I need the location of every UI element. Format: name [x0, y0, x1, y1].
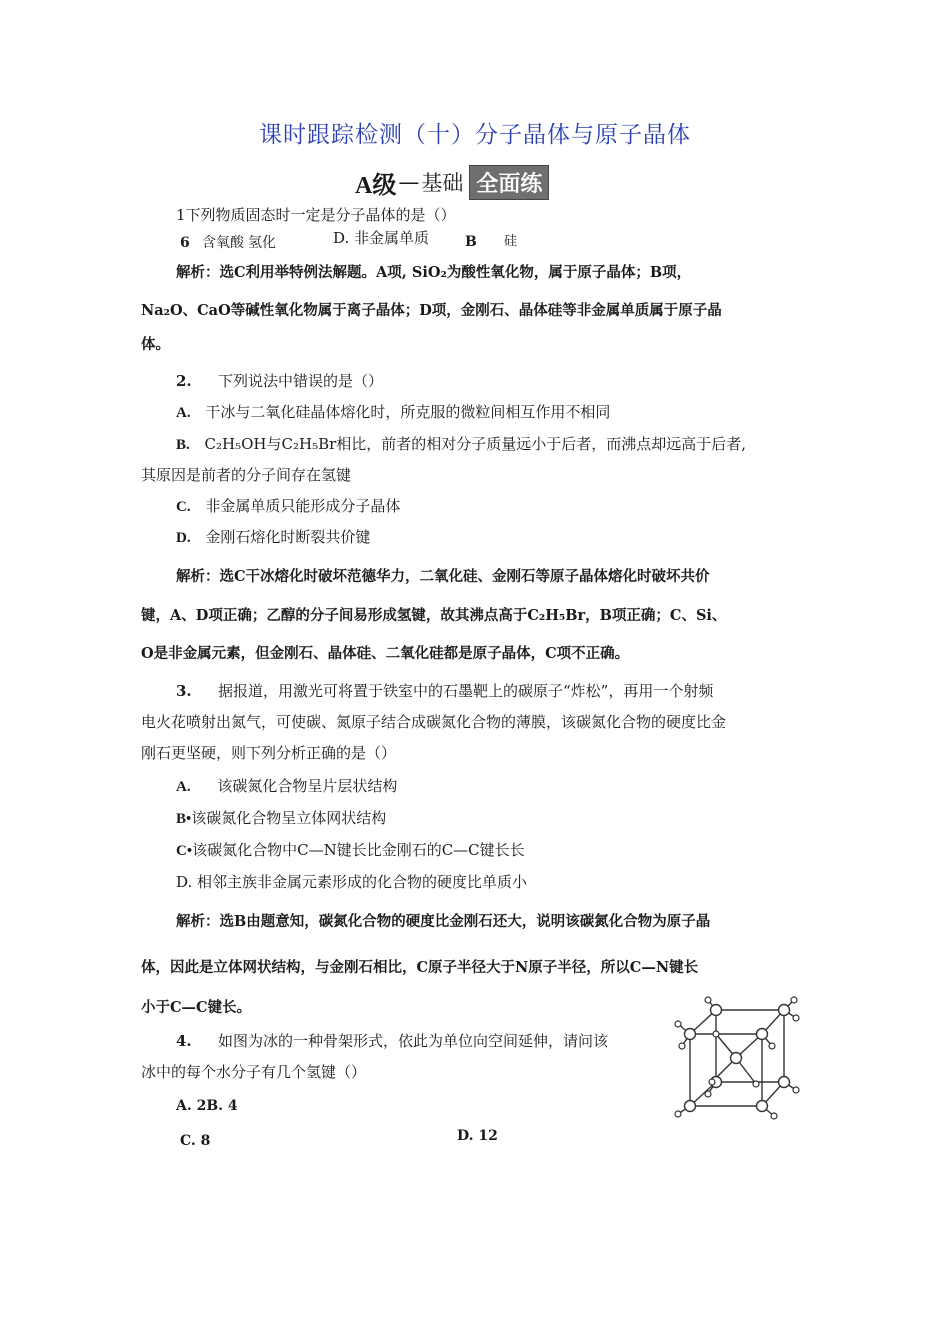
- q2-option-d-text: 金刚石熔化时断裂共价键: [205, 528, 371, 546]
- q3-option-c: [176, 839, 525, 862]
- q3-analysis-line2: 体，因此是立体网状结构，与金刚石相比，C原子半径大于N原子半径，所以C—N键长: [141, 959, 699, 976]
- q2-stem: 下列说法中错误的是（）: [218, 372, 384, 390]
- ice-structure-diagram: [672, 994, 804, 1120]
- q3-number: 3.: [176, 682, 192, 700]
- q3-option-a: [176, 775, 397, 798]
- q3-option-a-label: A.: [176, 779, 191, 795]
- q2-option-a-label: A.: [176, 405, 191, 421]
- page-title: 课时跟踪检测（十）分子晶体与原子晶体: [259, 122, 691, 148]
- q1-option-a: 含氧酸: [202, 235, 244, 251]
- q2-analysis-line1: 解析：选C干冰熔化时破坏范德华力，二氧化硅、金刚石等原子晶体熔化时破坏共价: [176, 568, 710, 585]
- q1-stem: 1下列物质固态时一定是分子晶体的是（）: [176, 206, 456, 224]
- q4-line2: 冰中的每个水分子有几个氢键（）: [141, 1063, 367, 1081]
- q2-option-d-label: D.: [176, 530, 191, 546]
- q3-option-c-text: 该碳氮化合物中C—N键长比金刚石的C—C键长长: [192, 841, 525, 859]
- q1-analysis-line2: Na₂O、CaO等碱性氧化物属于离子晶体；D项，金刚石、晶体硅等非金属单质属于原子晶: [141, 302, 722, 319]
- q4-number: 4.: [176, 1032, 192, 1050]
- q4-line1: 如图为冰的一种骨架形式，依此为单位向空间延伸，请问该: [218, 1032, 609, 1050]
- q1-option-b-label: B: [465, 234, 477, 250]
- q2-analysis-line3: O是非金属元素，但金刚石、晶体硅、二氧化硅都是原子晶体，C项不正确。: [141, 645, 630, 662]
- q1-option-b: 硅: [504, 234, 518, 249]
- q1-analysis-line3: 体。: [141, 336, 170, 353]
- q2-analysis-line2: 键，A、D项正确；乙醇的分子间易形成氢键，故其沸点高于C₂H₅Br，B项正确；C、Si、: [141, 607, 727, 624]
- q3-line2: 电火花喷射出氮气，可使碳、氮原子结合成碳氮化合物的薄膜，该碳氮化合物的硬度比金: [141, 713, 727, 731]
- q2-option-c: [176, 495, 400, 518]
- q3-option-a-text: 该碳氮化合物呈片层状结构: [217, 777, 398, 795]
- q3-option-d: D. 相邻主族非金属元素形成的化合物的硬度比单质小: [176, 873, 528, 891]
- q3-option-b-label: B•: [176, 811, 192, 827]
- q3-analysis-line3: 小于C—C键长。: [141, 999, 252, 1016]
- level-label: 基础: [421, 171, 464, 195]
- q2-option-c-text: 非金属单质只能形成分子晶体: [205, 497, 401, 515]
- q1-option-d: D. 非金属单质: [333, 229, 430, 247]
- level-heading: [355, 162, 549, 202]
- q2-option-b-line2: 其原因是前者的分子间存在氢键: [141, 466, 352, 484]
- level-badge: 全面练: [469, 165, 549, 200]
- q3-line3: 刚石更坚硬，则下列分析正确的是（）: [141, 744, 397, 762]
- q3-option-b: [176, 807, 386, 830]
- q4-options-ab: A. 2B. 4: [176, 1098, 238, 1114]
- q2-option-d: [176, 526, 370, 549]
- q3-analysis-line1: 解析：选B由题意知，碳氮化合物的硬度比金刚石还大，说明该碳氮化合物为原子晶: [176, 913, 711, 930]
- q1-option-a-overlap: 氢化: [248, 235, 276, 251]
- q3-line1: 据报道，用激光可将置于铁室中的石墨靶上的碳原子“炸松”，再用一个射频: [218, 682, 714, 700]
- level-grade: A级: [355, 172, 397, 199]
- q2-number: 2.: [176, 372, 192, 390]
- q3-option-c-label: C•: [176, 843, 193, 859]
- q2-option-a: [176, 401, 610, 424]
- q4-option-c: C. 8: [180, 1133, 211, 1149]
- level-dash: —: [398, 170, 420, 194]
- q2-option-b: [176, 433, 746, 456]
- q2-option-a-text: 干冰与二氧化硅晶体熔化时，所克服的微粒间相互作用不相同: [205, 403, 611, 421]
- q2-option-c-label: C.: [176, 499, 191, 515]
- q2-option-b-label: B.: [176, 437, 190, 453]
- q1-option-overlap: 6: [180, 235, 190, 251]
- q3-option-b-text: 该碳氮化合物呈立体网状结构: [191, 809, 387, 827]
- q1-analysis-line1: 解析：选C利用举特例法解题。A项, SiO₂为酸性氧化物，属于原子晶体；B项，: [176, 264, 692, 281]
- q2-option-b-text: C₂H₅OH与C₂H₅Br相比，前者的相对分子质量远小于后者，而沸点却远高于后者,: [204, 435, 747, 453]
- q4-option-d: D. 12: [457, 1128, 498, 1144]
